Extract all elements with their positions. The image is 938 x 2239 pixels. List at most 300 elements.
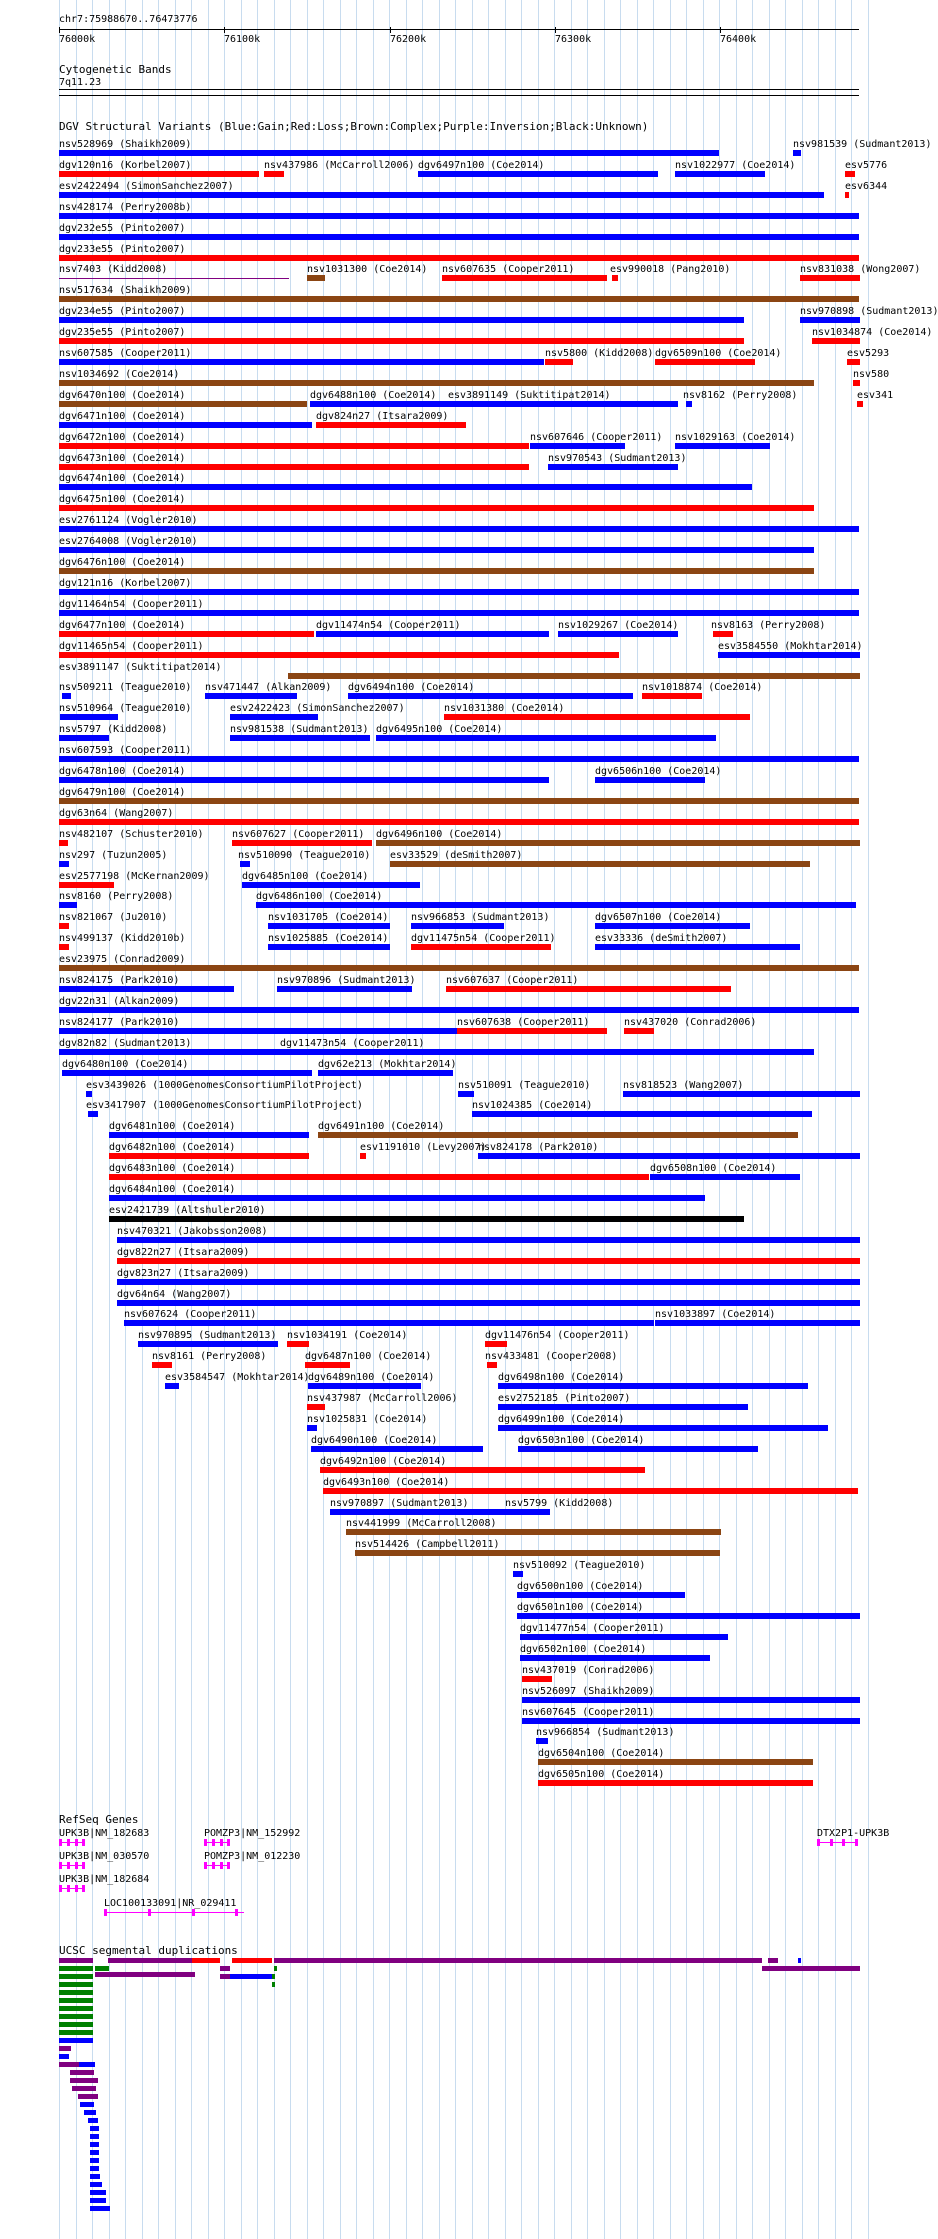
sv-feature-bar[interactable] [538, 1759, 813, 1765]
sv-feature-bar[interactable] [487, 1362, 497, 1368]
sv-feature-label[interactable]: nsv1034191 (Coe2014) [287, 1330, 408, 1341]
sv-feature-label[interactable]: dgv6482n100 (Coe2014) [109, 1142, 236, 1153]
sv-feature-label[interactable]: dgv6487n100 (Coe2014) [305, 1351, 432, 1362]
sv-feature-label[interactable]: nsv441999 (McCarroll2008) [346, 1518, 497, 1529]
sv-feature-bar[interactable] [498, 1404, 748, 1410]
sv-feature-label[interactable]: esv2577198 (McKernan2009) [59, 871, 210, 882]
sv-feature-label[interactable]: dgv233e55 (Pinto2007) [59, 244, 186, 255]
sv-feature-bar[interactable] [458, 1091, 474, 1097]
segdup-block[interactable] [59, 1966, 93, 1971]
segdup-block[interactable] [59, 1998, 93, 2003]
sv-feature-label[interactable]: esv341 [857, 390, 894, 401]
sv-feature-bar[interactable] [287, 1341, 309, 1347]
sv-feature-bar[interactable] [59, 464, 529, 470]
sv-feature-bar[interactable] [442, 275, 607, 281]
sv-feature-bar[interactable] [59, 923, 69, 929]
sv-feature-label[interactable]: esv3891147 (Suktitipat2014) [59, 662, 222, 673]
sv-feature-label[interactable]: nsv1033897 (Coe2014) [655, 1309, 776, 1320]
sv-feature-label[interactable]: nsv607638 (Cooper2011) [457, 1017, 590, 1028]
sv-feature-bar[interactable] [59, 401, 307, 407]
sv-feature-label[interactable]: nsv1034874 (Coe2014) [812, 327, 933, 338]
refseq-gene-label[interactable]: UPK3B|NM_182684 [59, 1874, 150, 1885]
sv-feature-label[interactable]: nsv1022977 (Coe2014) [675, 160, 796, 171]
sv-feature-label[interactable]: dgv824n27 (Itsara2009) [316, 411, 449, 422]
sv-feature-bar[interactable] [517, 1613, 860, 1619]
sv-feature-bar[interactable] [117, 1237, 860, 1243]
sv-feature-bar[interactable] [59, 422, 312, 428]
sv-feature-bar[interactable] [240, 861, 250, 867]
segdup-block[interactable] [70, 2078, 98, 2083]
sv-feature-label[interactable]: nsv517634 (Shaikh2009) [59, 285, 192, 296]
sv-feature-bar[interactable] [548, 464, 678, 470]
refseq-gene-label[interactable]: UPK3B|NM_182683 [59, 1828, 150, 1839]
sv-feature-label[interactable]: nsv1029267 (Coe2014) [558, 620, 679, 631]
sv-feature-label[interactable]: dgv6491n100 (Coe2014) [318, 1121, 445, 1132]
segdup-block[interactable] [108, 1958, 192, 1963]
sv-feature-label[interactable]: nsv824175 (Park2010) [59, 975, 180, 986]
sv-feature-label[interactable]: nsv482107 (Schuster2010) [59, 829, 204, 840]
sv-feature-label[interactable]: dgv62e213 (Mokhtar2014) [318, 1059, 457, 1070]
refseq-gene-model[interactable] [59, 1888, 84, 1889]
sv-feature-label[interactable]: dgv6499n100 (Coe2014) [498, 1414, 625, 1425]
segdup-block[interactable] [220, 1966, 230, 1971]
sv-feature-bar[interactable] [655, 359, 755, 365]
segdup-block[interactable] [220, 1974, 230, 1979]
sv-feature-label[interactable]: nsv1031300 (Coe2014) [307, 264, 428, 275]
sv-feature-label[interactable]: esv3891149 (Suktitipat2014) [448, 390, 611, 401]
refseq-gene-label[interactable]: DTX2P1-UPK3B [817, 1828, 890, 1839]
sv-feature-label[interactable]: nsv7403 (Kidd2008) [59, 264, 168, 275]
sv-feature-label[interactable]: nsv1031705 (Coe2014) [268, 912, 389, 923]
sv-feature-bar[interactable] [59, 150, 719, 156]
sv-feature-bar[interactable] [800, 275, 860, 281]
sv-feature-label[interactable]: nsv981539 (Sudmant2013) [793, 139, 932, 150]
refseq-gene-model[interactable] [104, 1912, 244, 1913]
sv-feature-label[interactable]: nsv8161 (Perry2008) [152, 1351, 267, 1362]
sv-feature-bar[interactable] [713, 631, 733, 637]
sv-feature-label[interactable]: nsv607624 (Cooper2011) [124, 1309, 257, 1320]
sv-feature-bar[interactable] [308, 1383, 421, 1389]
sv-feature-bar[interactable] [59, 171, 259, 177]
sv-feature-label[interactable]: nsv580 [853, 369, 890, 380]
sv-feature-bar[interactable] [530, 443, 625, 449]
sv-feature-label[interactable]: dgv121n16 (Korbel2007) [59, 578, 192, 589]
sv-feature-label[interactable]: dgv6507n100 (Coe2014) [595, 912, 722, 923]
sv-feature-label[interactable]: esv3417907 (1000GenomesConsortiumPilotProject) [86, 1100, 363, 1111]
sv-feature-label[interactable]: dgv6490n100 (Coe2014) [311, 1435, 438, 1446]
sv-feature-bar[interactable] [518, 1446, 758, 1452]
sv-feature-bar[interactable] [230, 714, 318, 720]
sv-feature-label[interactable]: dgv823n27 (Itsara2009) [117, 1268, 250, 1279]
sv-feature-bar[interactable] [623, 1091, 860, 1097]
sv-feature-label[interactable]: nsv297 (Tuzun2005) [59, 850, 168, 861]
sv-feature-bar[interactable] [457, 1028, 607, 1034]
sv-feature-label[interactable]: dgv6484n100 (Coe2014) [109, 1184, 236, 1195]
sv-feature-bar[interactable] [520, 1655, 710, 1661]
segdup-block[interactable] [95, 1972, 195, 1977]
sv-feature-bar[interactable] [59, 965, 859, 971]
segdup-block[interactable] [272, 1974, 275, 1979]
sv-feature-label[interactable]: esv6344 [845, 181, 888, 192]
sv-feature-label[interactable]: dgv120n16 (Korbel2007) [59, 160, 192, 171]
sv-feature-bar[interactable] [448, 401, 678, 407]
sv-feature-label[interactable]: nsv607645 (Cooper2011) [522, 1707, 655, 1718]
sv-feature-bar[interactable] [311, 1446, 483, 1452]
sv-feature-bar[interactable] [268, 923, 390, 929]
segdup-block[interactable] [232, 1958, 272, 1963]
sv-feature-bar[interactable] [376, 840, 860, 846]
sv-feature-bar[interactable] [59, 631, 314, 637]
sv-feature-bar[interactable] [165, 1383, 179, 1389]
sv-feature-bar[interactable] [418, 171, 658, 177]
sv-feature-bar[interactable] [522, 1718, 860, 1724]
sv-feature-label[interactable]: nsv607627 (Cooper2011) [232, 829, 365, 840]
sv-feature-label[interactable]: dgv11464n54 (Cooper2011) [59, 599, 204, 610]
sv-feature-label[interactable]: nsv981538 (Sudmant2013) [230, 724, 369, 735]
sv-feature-bar[interactable] [59, 589, 859, 595]
sv-feature-bar[interactable] [59, 213, 859, 219]
sv-feature-label[interactable]: nsv510092 (Teague2010) [513, 1560, 646, 1571]
sv-feature-label[interactable]: dgv6489n100 (Coe2014) [308, 1372, 435, 1383]
sv-feature-bar[interactable] [498, 1425, 828, 1431]
sv-feature-label[interactable]: dgv6497n100 (Coe2014) [418, 160, 545, 171]
sv-feature-label[interactable]: nsv509211 (Teague2010) [59, 682, 192, 693]
sv-feature-bar[interactable] [323, 1488, 858, 1494]
sv-feature-bar[interactable] [59, 568, 814, 574]
sv-feature-bar[interactable] [59, 756, 859, 762]
sv-feature-label[interactable]: dgv6498n100 (Coe2014) [498, 1372, 625, 1383]
sv-feature-bar[interactable] [390, 861, 810, 867]
sv-feature-bar[interactable] [305, 1362, 350, 1368]
sv-feature-bar[interactable] [642, 693, 702, 699]
sv-feature-bar[interactable] [277, 986, 412, 992]
sv-feature-label[interactable]: dgv22n31 (Alkan2009) [59, 996, 180, 1007]
sv-feature-label[interactable]: dgv6501n100 (Coe2014) [517, 1602, 644, 1613]
segdup-block[interactable] [59, 1982, 93, 1987]
sv-feature-bar[interactable] [86, 1091, 92, 1097]
sv-feature-bar[interactable] [59, 359, 544, 365]
segdup-block[interactable] [274, 1966, 277, 1971]
sv-feature-label[interactable]: dgv6478n100 (Coe2014) [59, 766, 186, 777]
sv-feature-label[interactable]: nsv831038 (Wong2007) [800, 264, 921, 275]
sv-feature-label[interactable]: dgv6481n100 (Coe2014) [109, 1121, 236, 1132]
sv-feature-bar[interactable] [109, 1153, 309, 1159]
sv-feature-label[interactable]: nsv470321 (Jakobsson2008) [117, 1226, 268, 1237]
sv-feature-bar[interactable] [307, 1425, 317, 1431]
segdup-block[interactable] [768, 1958, 778, 1963]
segdup-block[interactable] [90, 2142, 99, 2147]
sv-feature-label[interactable]: dgv6486n100 (Coe2014) [256, 891, 383, 902]
sv-feature-bar[interactable] [446, 986, 731, 992]
sv-feature-bar[interactable] [650, 1174, 800, 1180]
sv-feature-bar[interactable] [595, 944, 800, 950]
sv-feature-label[interactable]: esv3584547 (Mokhtar2014) [165, 1372, 310, 1383]
sv-feature-label[interactable]: esv3439026 (1000GenomesConsortiumPilotProject) [86, 1080, 363, 1091]
sv-feature-label[interactable]: nsv824177 (Park2010) [59, 1017, 180, 1028]
segdup-block[interactable] [90, 2134, 99, 2139]
sv-feature-label[interactable]: esv2422494 (SimonSanchez2007) [59, 181, 234, 192]
sv-feature-label[interactable]: nsv970895 (Sudmant2013) [138, 1330, 277, 1341]
sv-feature-label[interactable]: dgv6500n100 (Coe2014) [517, 1581, 644, 1592]
sv-feature-bar[interactable] [520, 1634, 728, 1640]
sv-feature-bar[interactable] [59, 861, 69, 867]
sv-feature-label[interactable]: esv5776 [845, 160, 888, 171]
sv-feature-label[interactable]: nsv8163 (Perry2008) [711, 620, 826, 631]
sv-feature-label[interactable]: dgv6509n100 (Coe2014) [655, 348, 782, 359]
sv-feature-label[interactable]: nsv818523 (Wang2007) [623, 1080, 744, 1091]
sv-feature-bar[interactable] [316, 422, 466, 428]
sv-feature-label[interactable]: dgv6504n100 (Coe2014) [538, 1748, 665, 1759]
sv-feature-bar[interactable] [117, 1258, 860, 1264]
sv-feature-bar[interactable] [280, 1049, 392, 1055]
sv-feature-bar[interactable] [505, 1509, 550, 1515]
sv-feature-label[interactable]: dgv11475n54 (Cooper2011) [411, 933, 556, 944]
sv-feature-bar[interactable] [59, 1007, 859, 1013]
sv-feature-label[interactable]: dgv6492n100 (Coe2014) [320, 1456, 447, 1467]
sv-feature-bar[interactable] [264, 171, 284, 177]
refseq-gene-model[interactable] [59, 1865, 84, 1866]
segdup-block[interactable] [59, 1958, 93, 1963]
refseq-gene-label[interactable]: POMZP3|NM_152992 [204, 1828, 301, 1839]
sv-feature-label[interactable]: dgv6472n100 (Coe2014) [59, 432, 186, 443]
sv-feature-label[interactable]: dgv6473n100 (Coe2014) [59, 453, 186, 464]
sv-feature-label[interactable]: dgv6494n100 (Coe2014) [348, 682, 475, 693]
sv-feature-label[interactable]: dgv64n64 (Wang2007) [117, 1289, 232, 1300]
sv-feature-bar[interactable] [411, 944, 551, 950]
sv-feature-label[interactable]: esv33529 (deSmith2007) [390, 850, 523, 861]
segdup-block[interactable] [72, 2086, 96, 2091]
sv-feature-bar[interactable] [59, 278, 289, 279]
sv-feature-label[interactable]: nsv821067 (Ju2010) [59, 912, 168, 923]
sv-feature-bar[interactable] [360, 1153, 366, 1159]
segdup-block[interactable] [59, 2022, 93, 2027]
sv-feature-bar[interactable] [536, 1738, 548, 1744]
refseq-gene-label[interactable]: POMZP3|NM_012230 [204, 1851, 301, 1862]
sv-feature-label[interactable]: nsv499137 (Kidd2010b) [59, 933, 186, 944]
sv-feature-bar[interactable] [320, 1467, 645, 1473]
sv-feature-label[interactable]: dgv11465n54 (Cooper2011) [59, 641, 204, 652]
sv-feature-bar[interactable] [498, 1383, 808, 1389]
sv-feature-bar[interactable] [59, 192, 824, 198]
sv-feature-label[interactable]: nsv433481 (Cooper2008) [485, 1351, 618, 1362]
sv-feature-bar[interactable] [59, 610, 859, 616]
sv-feature-label[interactable]: dgv6503n100 (Coe2014) [518, 1435, 645, 1446]
sv-feature-bar[interactable] [675, 443, 770, 449]
segdup-block[interactable] [59, 1990, 93, 1995]
sv-feature-label[interactable]: nsv607646 (Cooper2011) [530, 432, 663, 443]
sv-feature-bar[interactable] [59, 735, 109, 741]
sv-feature-bar[interactable] [60, 714, 118, 720]
refseq-gene-model[interactable] [59, 1842, 84, 1843]
sv-feature-label[interactable]: nsv1024385 (Coe2014) [472, 1100, 593, 1111]
sv-feature-bar[interactable] [88, 1111, 98, 1117]
sv-feature-bar[interactable] [595, 923, 750, 929]
sv-feature-label[interactable]: dgv6480n100 (Coe2014) [62, 1059, 189, 1070]
segdup-block[interactable] [84, 2110, 96, 2115]
refseq-gene-model[interactable] [204, 1865, 229, 1866]
sv-feature-label[interactable]: esv2422423 (SimonSanchez2007) [230, 703, 405, 714]
sv-feature-bar[interactable] [538, 1780, 813, 1786]
sv-feature-bar[interactable] [612, 275, 618, 281]
sv-feature-bar[interactable] [117, 1279, 860, 1285]
sv-feature-label[interactable]: nsv428174 (Perry2008b) [59, 202, 192, 213]
sv-feature-bar[interactable] [59, 840, 68, 846]
sv-feature-bar[interactable] [376, 735, 716, 741]
sv-feature-label[interactable]: nsv970898 (Sudmant2013) [800, 306, 938, 317]
sv-feature-bar[interactable] [812, 338, 860, 344]
sv-feature-bar[interactable] [472, 1111, 812, 1117]
sv-feature-label[interactable]: nsv437020 (Conrad2006) [624, 1017, 757, 1028]
sv-feature-label[interactable]: esv990018 (Pang2010) [610, 264, 731, 275]
sv-feature-bar[interactable] [59, 443, 529, 449]
segdup-block[interactable] [272, 1982, 275, 1987]
sv-feature-bar[interactable] [59, 338, 744, 344]
sv-feature-bar[interactable] [517, 1592, 685, 1598]
sv-feature-label[interactable]: esv2761124 (Vogler2010) [59, 515, 198, 526]
sv-feature-bar[interactable] [522, 1676, 552, 1682]
sv-feature-bar[interactable] [59, 380, 814, 386]
sv-feature-label[interactable]: nsv970897 (Sudmant2013) [330, 1498, 469, 1509]
segdup-block[interactable] [90, 2158, 99, 2163]
sv-feature-bar[interactable] [346, 1529, 721, 1535]
sv-feature-bar[interactable] [124, 1320, 654, 1326]
sv-feature-bar[interactable] [478, 1153, 860, 1159]
sv-feature-label[interactable]: nsv5799 (Kidd2008) [505, 1498, 614, 1509]
cytoband-band[interactable] [59, 89, 859, 90]
segdup-block[interactable] [88, 2118, 98, 2123]
sv-feature-label[interactable]: nsv5797 (Kidd2008) [59, 724, 168, 735]
sv-feature-label[interactable]: dgv6505n100 (Coe2014) [538, 1769, 665, 1780]
segdup-block[interactable] [90, 2206, 110, 2211]
sv-feature-label[interactable]: nsv1029163 (Coe2014) [675, 432, 796, 443]
sv-feature-bar[interactable] [109, 1195, 705, 1201]
segdup-block[interactable] [59, 2030, 93, 2035]
sv-feature-label[interactable]: dgv6470n100 (Coe2014) [59, 390, 186, 401]
sv-feature-bar[interactable] [59, 547, 814, 553]
sv-feature-bar[interactable] [845, 192, 849, 198]
sv-feature-label[interactable]: nsv526097 (Shaikh2009) [522, 1686, 655, 1697]
sv-feature-bar[interactable] [793, 150, 801, 156]
sv-feature-bar[interactable] [256, 902, 856, 908]
sv-feature-bar[interactable] [59, 819, 859, 825]
sv-feature-bar[interactable] [59, 944, 69, 950]
sv-feature-label[interactable]: nsv1018874 (Coe2014) [642, 682, 763, 693]
segdup-block[interactable] [192, 1958, 220, 1963]
segdup-block[interactable] [59, 1974, 93, 1979]
sv-feature-bar[interactable] [522, 1697, 860, 1703]
sv-feature-label[interactable]: dgv6485n100 (Coe2014) [242, 871, 369, 882]
sv-feature-label[interactable]: dgv6493n100 (Coe2014) [323, 1477, 450, 1488]
sv-feature-bar[interactable] [59, 317, 744, 323]
sv-feature-bar[interactable] [558, 631, 678, 637]
sv-feature-bar[interactable] [318, 1070, 453, 1076]
sv-feature-label[interactable]: dgv235e55 (Pinto2007) [59, 327, 186, 338]
sv-feature-label[interactable]: dgv6475n100 (Coe2014) [59, 494, 186, 505]
sv-feature-label[interactable]: esv3584550 (Mokhtar2014) [718, 641, 863, 652]
sv-feature-bar[interactable] [800, 317, 860, 323]
refseq-gene-model[interactable] [817, 1842, 857, 1843]
sv-feature-bar[interactable] [545, 359, 573, 365]
sv-feature-label[interactable]: dgv11473n54 (Cooper2011) [280, 1038, 425, 1049]
segdup-block[interactable] [762, 1966, 860, 1971]
sv-feature-bar[interactable] [485, 1341, 507, 1347]
sv-feature-label[interactable]: nsv510964 (Teague2010) [59, 703, 192, 714]
sv-feature-label[interactable]: nsv966854 (Sudmant2013) [536, 1727, 675, 1738]
sv-feature-label[interactable]: dgv6476n100 (Coe2014) [59, 557, 186, 568]
sv-feature-label[interactable]: nsv5800 (Kidd2008) [545, 348, 654, 359]
sv-feature-label[interactable]: esv33336 (deSmith2007) [595, 933, 728, 944]
sv-feature-bar[interactable] [59, 986, 234, 992]
sv-feature-label[interactable]: nsv471447 (Alkan2009) [205, 682, 332, 693]
segdup-block[interactable] [79, 2062, 95, 2067]
segdup-block[interactable] [90, 2182, 102, 2187]
sv-feature-bar[interactable] [675, 171, 765, 177]
sv-feature-label[interactable]: esv5293 [847, 348, 890, 359]
sv-feature-bar[interactable] [853, 380, 860, 386]
sv-feature-bar[interactable] [59, 1028, 459, 1034]
sv-feature-label[interactable]: nsv1031380 (Coe2014) [444, 703, 565, 714]
sv-feature-label[interactable]: esv2421739 (Altshuler2010) [109, 1205, 266, 1216]
refseq-gene-label[interactable]: LOC100133091|NR_029411 [104, 1898, 237, 1909]
sv-feature-bar[interactable] [307, 1404, 325, 1410]
sv-feature-label[interactable]: nsv437987 (McCarroll2006) [307, 1393, 458, 1404]
sv-feature-label[interactable]: nsv514426 (Campbell2011) [355, 1539, 500, 1550]
sv-feature-bar[interactable] [316, 631, 549, 637]
sv-feature-bar[interactable] [847, 359, 860, 365]
sv-feature-bar[interactable] [59, 234, 859, 240]
sv-feature-label[interactable]: nsv8160 (Perry2008) [59, 891, 174, 902]
sv-feature-bar[interactable] [59, 798, 859, 804]
sv-feature-label[interactable]: nsv607635 (Cooper2011) [442, 264, 575, 275]
segdup-block[interactable] [95, 1966, 109, 1971]
sv-feature-label[interactable]: nsv528969 (Shaikh2009) [59, 139, 192, 150]
sv-feature-bar[interactable] [109, 1132, 309, 1138]
sv-feature-label[interactable]: dgv11476n54 (Cooper2011) [485, 1330, 630, 1341]
segdup-block[interactable] [59, 2014, 93, 2019]
sv-feature-bar[interactable] [205, 693, 297, 699]
sv-feature-label[interactable]: nsv607593 (Cooper2011) [59, 745, 192, 756]
segdup-block[interactable] [798, 1958, 801, 1963]
sv-feature-bar[interactable] [513, 1571, 523, 1577]
sv-feature-label[interactable]: nsv8162 (Perry2008) [683, 390, 798, 401]
sv-feature-label[interactable]: dgv6471n100 (Coe2014) [59, 411, 186, 422]
sv-feature-label[interactable]: nsv437019 (Conrad2006) [522, 1665, 655, 1676]
sv-feature-label[interactable]: dgv6488n100 (Coe2014) [310, 390, 437, 401]
sv-feature-label[interactable]: esv23975 (Conrad2009) [59, 954, 186, 965]
sv-feature-label[interactable]: nsv1025885 (Coe2014) [268, 933, 389, 944]
sv-feature-bar[interactable] [595, 777, 705, 783]
sv-feature-bar[interactable] [117, 1300, 860, 1306]
sv-feature-label[interactable]: dgv6508n100 (Coe2014) [650, 1163, 777, 1174]
segdup-block[interactable] [78, 2094, 98, 2099]
sv-feature-label[interactable]: dgv6495n100 (Coe2014) [376, 724, 503, 735]
sv-feature-label[interactable]: nsv607637 (Cooper2011) [446, 975, 579, 986]
sv-feature-label[interactable]: dgv6496n100 (Coe2014) [376, 829, 503, 840]
sv-feature-bar[interactable] [59, 1049, 814, 1055]
sv-feature-bar[interactable] [718, 652, 860, 658]
sv-feature-bar[interactable] [444, 714, 750, 720]
sv-feature-bar[interactable] [307, 275, 325, 281]
sv-feature-bar[interactable] [624, 1028, 654, 1034]
sv-feature-label[interactable]: nsv510091 (Teague2010) [458, 1080, 591, 1091]
sv-feature-label[interactable]: dgv232e55 (Pinto2007) [59, 223, 186, 234]
sv-feature-label[interactable]: dgv6474n100 (Coe2014) [59, 473, 186, 484]
sv-feature-bar[interactable] [242, 882, 420, 888]
sv-feature-bar[interactable] [59, 777, 549, 783]
refseq-gene-label[interactable]: UPK3B|NM_030570 [59, 1851, 150, 1862]
sv-feature-label[interactable]: nsv437986 (McCarroll2006) [264, 160, 415, 171]
sv-feature-bar[interactable] [59, 296, 859, 302]
